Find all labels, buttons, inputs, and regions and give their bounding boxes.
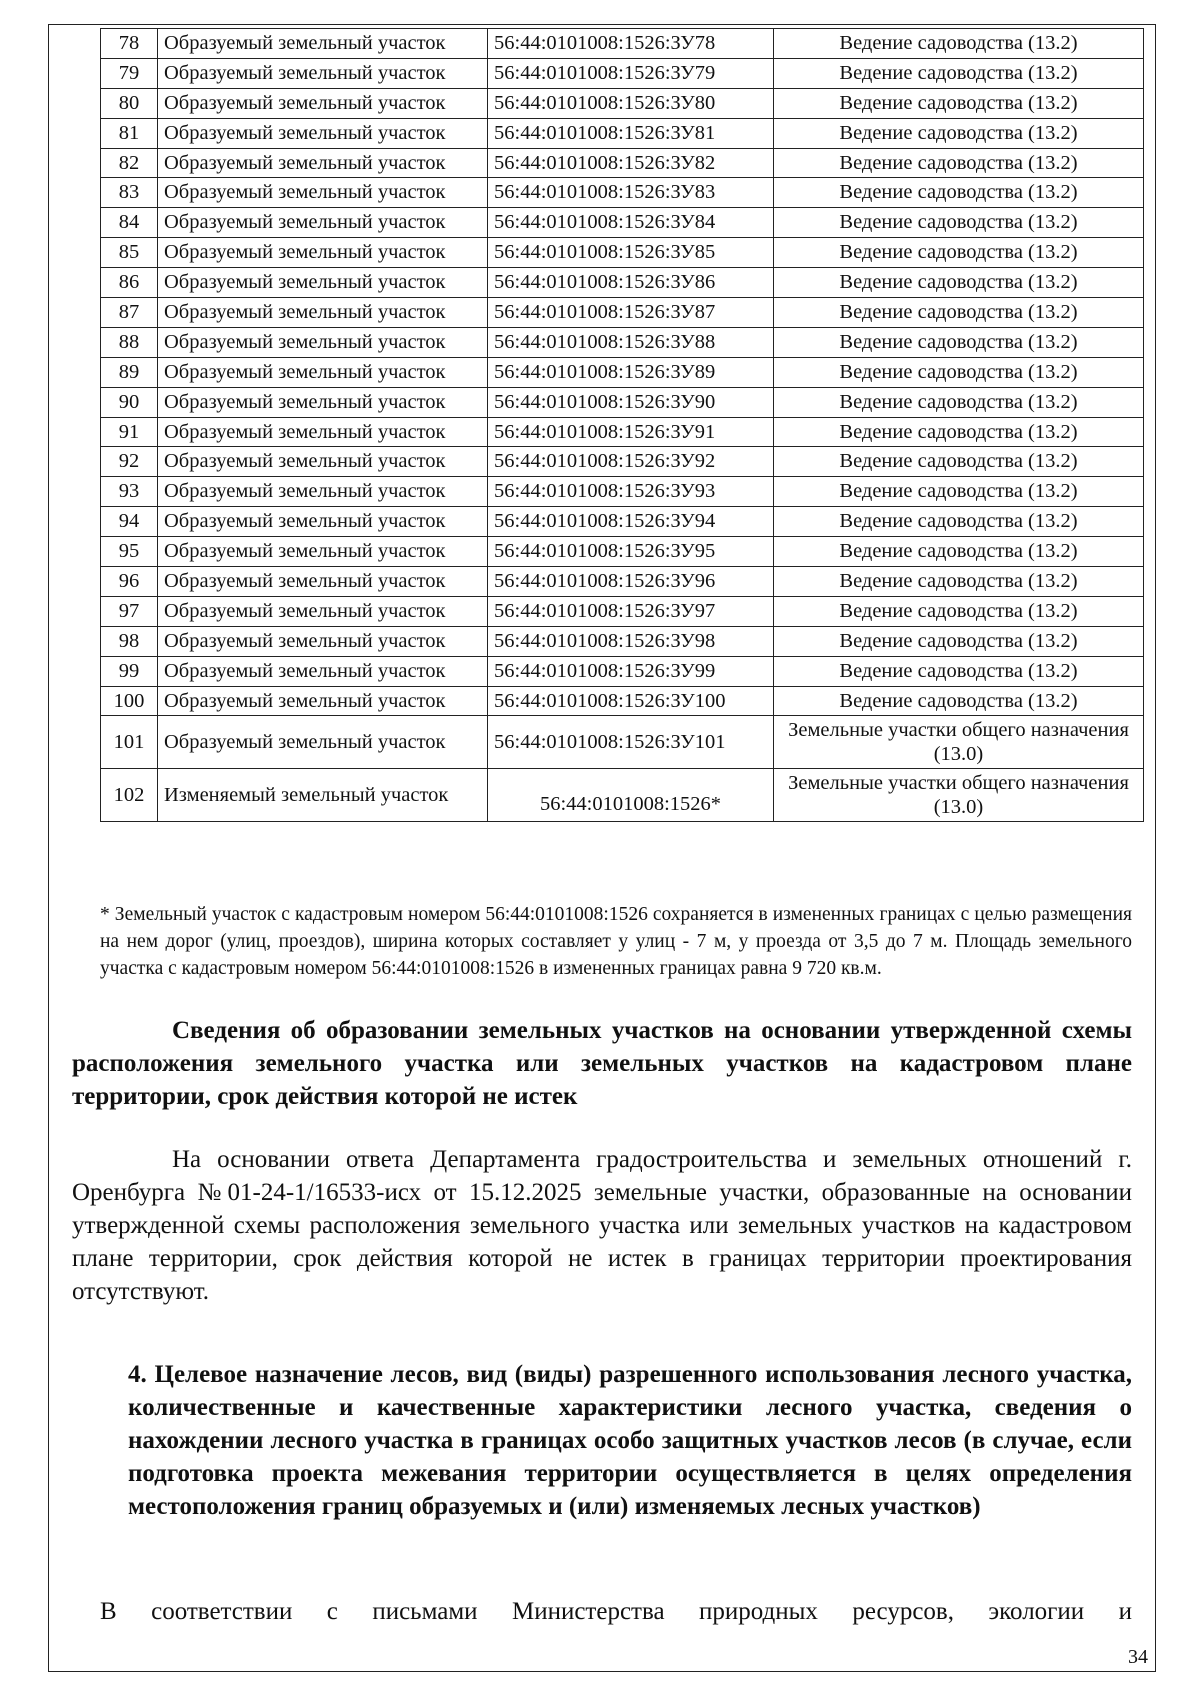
- permitted-use-cell: Ведение садоводства (13.2): [774, 238, 1144, 268]
- table-row: [101, 118, 1144, 148]
- permitted-use-cell: Ведение садоводства (13.2): [774, 477, 1144, 507]
- plot-type-cell: Образуемый земельный участок: [158, 29, 488, 59]
- plot-type-cell: Образуемый земельный участок: [158, 327, 488, 357]
- cadastral-number-cell: 56:44:0101008:1526:ЗУ85: [488, 238, 774, 268]
- permitted-use-cell: Ведение садоводства (13.2): [774, 88, 1144, 118]
- permitted-use-cell: Ведение садоводства (13.2): [774, 626, 1144, 656]
- permitted-use-cell: Ведение садоводства (13.2): [774, 447, 1144, 477]
- cadastral-number-cell: 56:44:0101008:1526:ЗУ99: [488, 656, 774, 686]
- table-body: [101, 29, 1144, 822]
- table-row: [101, 208, 1144, 238]
- row-number-cell: 94: [101, 507, 158, 537]
- plot-type-cell: Образуемый земельный участок: [158, 357, 488, 387]
- section-4-heading: 4. Целевое назначение лесов, вид (виды) разрешенного использования лесного участка, количественные и качественные характеристики лесного участка, сведения о нахождении лесного участка в границах особо защитных участков лесов (в случае, если подготовка проекта межевания территории осуществляется в целях определения местоположения границ образуемых и (или) изменяемых лесных участков): [128, 1361, 1132, 1520]
- plot-type-cell: Образуемый земельный участок: [158, 567, 488, 597]
- row-number-cell: 84: [101, 208, 158, 238]
- land-plots-table: [100, 28, 1144, 822]
- permitted-use-cell: Ведение садоводства (13.2): [774, 567, 1144, 597]
- table-row: [101, 268, 1144, 298]
- plot-type-cell: Образуемый земельный участок: [158, 118, 488, 148]
- table-row: [101, 178, 1144, 208]
- plot-type-cell: Образуемый земельный участок: [158, 656, 488, 686]
- row-number-cell: 95: [101, 537, 158, 567]
- cadastral-number-cell: 56:44:0101008:1526:ЗУ90: [488, 387, 774, 417]
- table-row: [101, 686, 1144, 716]
- permitted-use-cell: Ведение садоводства (13.2): [774, 417, 1144, 447]
- permitted-use-cell: Ведение садоводства (13.2): [774, 537, 1144, 567]
- plot-type-cell: Образуемый земельный участок: [158, 268, 488, 298]
- row-number-cell: 85: [101, 238, 158, 268]
- page-number: 34: [1128, 1646, 1148, 1668]
- row-number-cell: 96: [101, 567, 158, 597]
- table-row: [101, 148, 1144, 178]
- row-number-cell: 97: [101, 596, 158, 626]
- plot-type-cell: Образуемый земельный участок: [158, 477, 488, 507]
- plot-type-cell: Образуемый земельный участок: [158, 626, 488, 656]
- section-heading: Сведения об образовании земельных участков на основании утвержденной схемы расположения земельного участка или земельных участков на кадастровом плане территории, срок действия которой не истек: [72, 1017, 1132, 1110]
- row-number-cell: 83: [101, 178, 158, 208]
- permitted-use-cell: Ведение садоводства (13.2): [774, 596, 1144, 626]
- plot-type-cell: Образуемый земельный участок: [158, 88, 488, 118]
- row-number-cell: 99: [101, 656, 158, 686]
- cadastral-number-cell: 56:44:0101008:1526:ЗУ94: [488, 507, 774, 537]
- row-number-cell: 90: [101, 387, 158, 417]
- row-number-cell: 79: [101, 58, 158, 88]
- row-number-cell: 87: [101, 298, 158, 328]
- plot-type-cell: Образуемый земельный участок: [158, 507, 488, 537]
- cadastral-number-cell: 56:44:0101008:1526:ЗУ91: [488, 417, 774, 447]
- permitted-use-cell: Ведение садоводства (13.2): [774, 327, 1144, 357]
- table-row: [101, 656, 1144, 686]
- body-paragraph: На основании ответа Департамента градостроительства и земельных отношений г. Оренбурга №01-24-1/16533-исх от 15.12.2025 земельные участки, образованные на основании утвержденной схемы расположения земельного участка или земельных участков на кадастровом плане территории, срок действия которой не истек в границах территории проектирования отсутствуют.: [72, 1146, 1132, 1305]
- footnote: * Земельный участок с кадастровым номером 56:44:0101008:1526 сохраняется в измененных границах с целью размещения на нем дорог (улиц, проездов), ширина которых составляет у улиц - 7 м, у проезда от 3,5 до 7 м. Площадь земельного участка с кадастровым номером 56:44:0101008:1526 в измененных границах равна 9 720 кв.м.: [100, 903, 1132, 979]
- plot-type-cell: Образуемый земельный участок: [158, 596, 488, 626]
- permitted-use-cell: Ведение садоводства (13.2): [774, 29, 1144, 59]
- table-row: [101, 477, 1144, 507]
- row-number-cell: 78: [101, 29, 158, 59]
- plot-type-cell: Образуемый земельный участок: [158, 716, 488, 769]
- table-row: [101, 357, 1144, 387]
- cadastral-number-cell: 56:44:0101008:1526:ЗУ93: [488, 477, 774, 507]
- permitted-use-cell: Земельные участки общего назначения (13.0): [774, 769, 1144, 822]
- permitted-use-cell: Ведение садоводства (13.2): [774, 298, 1144, 328]
- cadastral-number-cell: 56:44:0101008:1526:ЗУ84: [488, 208, 774, 238]
- table-row: [101, 447, 1144, 477]
- permitted-use-cell: Ведение садоводства (13.2): [774, 208, 1144, 238]
- plot-type-cell: Образуемый земельный участок: [158, 238, 488, 268]
- row-number-cell: 86: [101, 268, 158, 298]
- table-row: [101, 387, 1144, 417]
- cadastral-number-cell: 56:44:0101008:1526:ЗУ79: [488, 58, 774, 88]
- permitted-use-cell: Ведение садоводства (13.2): [774, 58, 1144, 88]
- table-row: [101, 238, 1144, 268]
- row-number-cell: 81: [101, 118, 158, 148]
- cadastral-number-cell: 56:44:0101008:1526:ЗУ97: [488, 596, 774, 626]
- cadastral-number-cell: 56:44:0101008:1526:ЗУ78: [488, 29, 774, 59]
- permitted-use-cell: Ведение садоводства (13.2): [774, 118, 1144, 148]
- table-row: [101, 327, 1144, 357]
- cadastral-number-cell: 56:44:0101008:1526*: [488, 769, 774, 822]
- table-row: [101, 298, 1144, 328]
- cadastral-number-cell: 56:44:0101008:1526:ЗУ83: [488, 178, 774, 208]
- body-paragraph-continued: В соответствии с письмами Министерства природных ресурсов, экологии и: [100, 1598, 1132, 1625]
- row-number-cell: 91: [101, 417, 158, 447]
- row-number-cell: 80: [101, 88, 158, 118]
- permitted-use-cell: Ведение садоводства (13.2): [774, 686, 1144, 716]
- plot-type-cell: Образуемый земельный участок: [158, 387, 488, 417]
- plot-type-cell: Образуемый земельный участок: [158, 417, 488, 447]
- cadastral-number-cell: 56:44:0101008:1526:ЗУ87: [488, 298, 774, 328]
- row-number-cell: 98: [101, 626, 158, 656]
- table-row: [101, 417, 1144, 447]
- row-number-cell: 82: [101, 148, 158, 178]
- row-number-cell: 100: [101, 686, 158, 716]
- permitted-use-cell: Ведение садоводства (13.2): [774, 357, 1144, 387]
- table-row: [101, 507, 1144, 537]
- cadastral-number-cell: 56:44:0101008:1526:ЗУ89: [488, 357, 774, 387]
- table-row: [101, 626, 1144, 656]
- cadastral-number-cell: 56:44:0101008:1526:ЗУ81: [488, 118, 774, 148]
- cadastral-number-cell: 56:44:0101008:1526:ЗУ98: [488, 626, 774, 656]
- table-row: [101, 88, 1144, 118]
- plot-type-cell: Образуемый земельный участок: [158, 298, 488, 328]
- permitted-use-cell: Ведение садоводства (13.2): [774, 268, 1144, 298]
- cadastral-number-cell: 56:44:0101008:1526:ЗУ80: [488, 88, 774, 118]
- table-row: [101, 29, 1144, 59]
- table-row: [101, 58, 1144, 88]
- permitted-use-cell: Ведение садоводства (13.2): [774, 387, 1144, 417]
- cadastral-number-cell: 56:44:0101008:1526:ЗУ88: [488, 327, 774, 357]
- plot-type-cell: Образуемый земельный участок: [158, 537, 488, 567]
- permitted-use-cell: Ведение садоводства (13.2): [774, 148, 1144, 178]
- cadastral-number-cell: 56:44:0101008:1526:ЗУ92: [488, 447, 774, 477]
- cadastral-number-cell: 56:44:0101008:1526:ЗУ95: [488, 537, 774, 567]
- plot-type-cell: Образуемый земельный участок: [158, 148, 488, 178]
- plot-type-cell: Образуемый земельный участок: [158, 58, 488, 88]
- row-number-cell: 101: [101, 716, 158, 769]
- permitted-use-cell: Земельные участки общего назначения (13.0): [774, 716, 1144, 769]
- cadastral-number-cell: 56:44:0101008:1526:ЗУ96: [488, 567, 774, 597]
- table-row: [101, 537, 1144, 567]
- row-number-cell: 88: [101, 327, 158, 357]
- permitted-use-cell: Ведение садоводства (13.2): [774, 507, 1144, 537]
- plot-type-cell: Образуемый земельный участок: [158, 447, 488, 477]
- plot-type-cell: Образуемый земельный участок: [158, 208, 488, 238]
- table-row: [101, 596, 1144, 626]
- row-number-cell: 92: [101, 447, 158, 477]
- cadastral-number-cell: 56:44:0101008:1526:ЗУ82: [488, 148, 774, 178]
- table-row: [101, 567, 1144, 597]
- table-row: [101, 716, 1144, 769]
- row-number-cell: 93: [101, 477, 158, 507]
- plot-type-cell: Изменяемый земельный участок: [158, 769, 488, 822]
- permitted-use-cell: Ведение садоводства (13.2): [774, 656, 1144, 686]
- table-row: [101, 769, 1144, 822]
- cadastral-number-cell: 56:44:0101008:1526:ЗУ100: [488, 686, 774, 716]
- plot-type-cell: Образуемый земельный участок: [158, 686, 488, 716]
- row-number-cell: 102: [101, 769, 158, 822]
- cadastral-number-cell: 56:44:0101008:1526:ЗУ86: [488, 268, 774, 298]
- plot-type-cell: Образуемый земельный участок: [158, 178, 488, 208]
- permitted-use-cell: Ведение садоводства (13.2): [774, 178, 1144, 208]
- row-number-cell: 89: [101, 357, 158, 387]
- cadastral-number-cell: 56:44:0101008:1526:ЗУ101: [488, 716, 774, 769]
